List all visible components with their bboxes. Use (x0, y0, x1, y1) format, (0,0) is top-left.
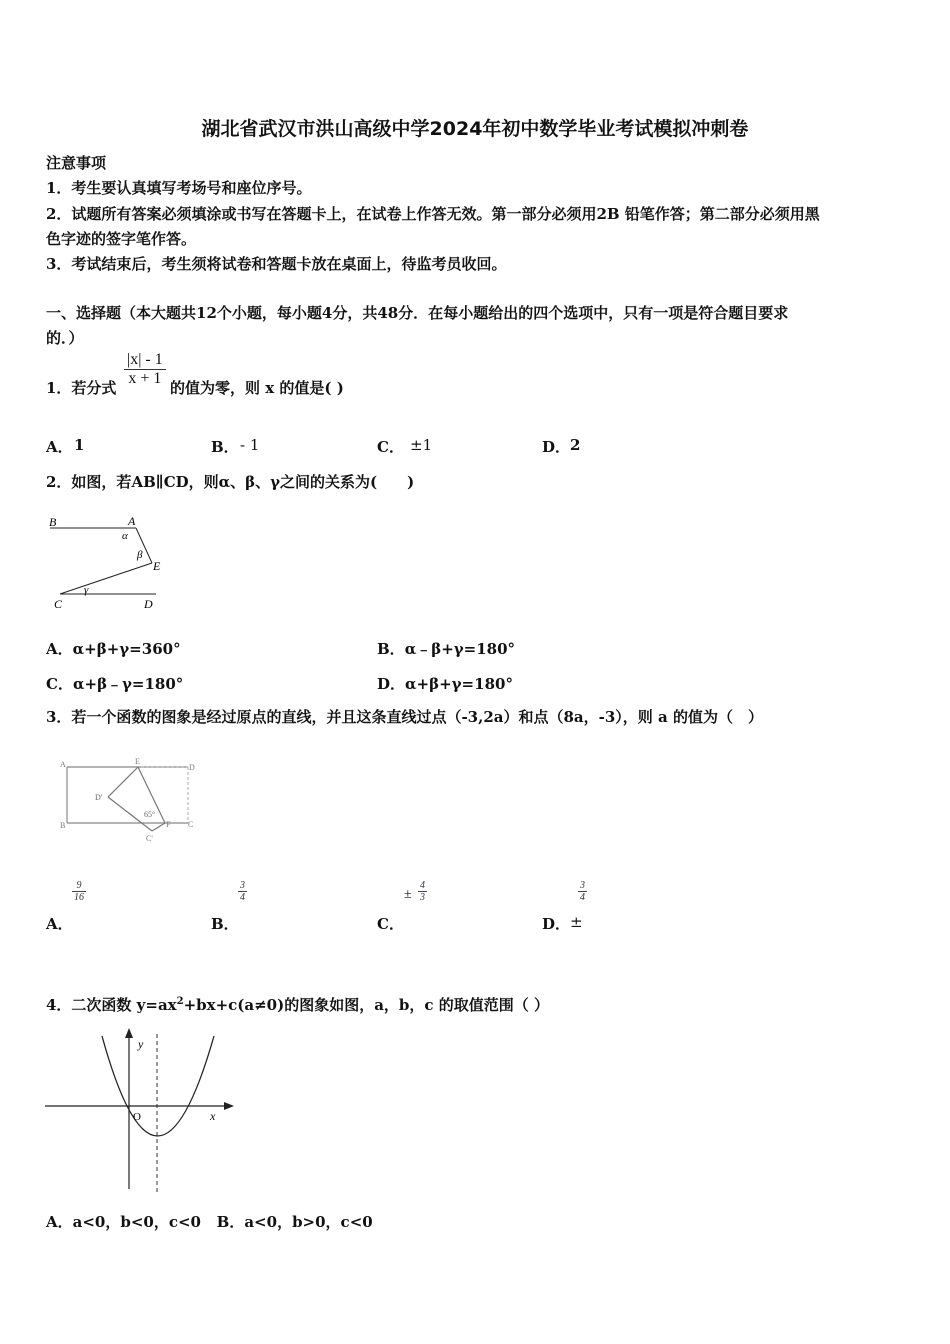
q3-option-c-fraction: $\frac{4}{3}$ (420, 880, 425, 903)
label-c-prime: C' (146, 834, 153, 843)
line-ec (60, 563, 152, 594)
q3-stem: 3．若一个函数的图象是经过原点的直线，并且这条直线过点（-3,2a）和点（8a，-3），则 a 的值为（ ） (46, 708, 763, 726)
label-beta: β (137, 549, 143, 561)
label-a: A (128, 514, 136, 528)
q1-option-a-value: 1 (74, 436, 85, 454)
q3-option-d-sign: ± (570, 913, 583, 931)
label-origin: O (133, 1111, 141, 1123)
parabola-curve (102, 1036, 214, 1136)
q3-option-c-sign: ± (404, 887, 412, 902)
q3-option-b-fraction: $\frac{3}{4}$ (240, 880, 245, 903)
label-e: E (135, 757, 140, 766)
q4-parabola-figure (40, 1026, 240, 1196)
page-title: 湖北省武汉市洪山高级中学2024年初中数学毕业考试模拟冲刺卷 (201, 118, 749, 140)
section-heading: 一、选择题（本大题共12个小题，每小题4分，共48分．在每小题给出的四个选项中，只有一项是符合题目要求 (46, 304, 789, 322)
q3-option-c-label: C． (377, 915, 404, 933)
notice-item: 2．试题所有答案必须填涂或书写在答题卡上，在试卷上作答无效。第一部分必须用2B 铅笔作答；第二部分必须用黑 (46, 205, 820, 223)
q3-option-a-fraction: $\frac{9}{16}$ (74, 880, 84, 903)
q1-frac-numerator: |x| - 1 (124, 351, 166, 370)
q2-option-d: D．α+β+γ=180° (377, 675, 513, 693)
q2-stem: 2．如图，若AB∥CD，则α、β、γ之间的关系为( ) (46, 473, 415, 491)
notice-item: 1．考生要认真填写考场号和座位序号。 (46, 179, 312, 197)
label-c: C (188, 820, 194, 829)
q4-options: A．a<0，b<0，c<0 B．a<0，b>0，c<0 (46, 1213, 373, 1231)
q4-stem: 4．二次函数 $y=ax^2+bx+c(a\ne 0)$的图象如图，a，b，c 的取值范围（ ） (46, 996, 549, 1014)
label-d: D (144, 597, 153, 611)
label-alpha: α (122, 530, 128, 542)
label-x: x (210, 1109, 216, 1123)
q2-parallel-lines-figure (40, 508, 180, 618)
label-e: E (153, 559, 161, 573)
q1-option-c-label: C． (377, 438, 404, 456)
q1-frac-denominator: x + 1 (128, 370, 162, 387)
label-d: D (189, 763, 195, 772)
q1-option-d-value: 2 (570, 436, 581, 454)
q1-suffix: 的值为零，则 x 的值是( ) (170, 379, 344, 397)
q3-option-a-label: A． (46, 915, 73, 933)
notice-item: 色字迹的签字笔作答。 (46, 230, 197, 248)
label-angle: 65° (144, 810, 156, 819)
y-axis-arrow (125, 1028, 133, 1038)
q1-prefix: 1．若分式 (46, 379, 117, 397)
q1-option-c-value: ±1 (410, 436, 433, 454)
q1-fraction (124, 351, 166, 388)
q1-option-d-label: D． (542, 438, 571, 456)
q3-option-b-label: B． (211, 915, 239, 933)
q1-option-a-label: A． (46, 438, 73, 456)
q2-option-b: B．α﹣β+γ=180° (377, 640, 516, 658)
q3-option-d-fraction: $\frac{3}{4}$ (580, 880, 585, 903)
q2-option-c: C．α+β﹣γ=180° (46, 675, 184, 693)
q1-option-b-value: - 1 (240, 436, 260, 454)
q1-option-b-label: B． (211, 438, 239, 456)
q3-option-d-label: D． (542, 915, 571, 933)
x-axis-arrow (224, 1102, 234, 1110)
label-b: B (49, 515, 57, 529)
label-f: F (166, 820, 171, 829)
label-b: B (60, 821, 66, 830)
label-d-prime: D' (95, 793, 103, 802)
label-a: A (60, 760, 66, 769)
label-y: y (138, 1037, 144, 1051)
label-gamma: γ (84, 584, 89, 596)
section-heading-cont: 的．） (46, 329, 84, 347)
label-c: C (54, 597, 63, 611)
q3-folded-rectangle-figure (55, 755, 205, 847)
notice-heading: 注意事项 (46, 154, 107, 172)
notice-item: 3．考试结束后，考生须将试卷和答题卡放在桌面上，待监考员收回。 (46, 255, 507, 273)
q2-option-a: A．α+β+γ=360° (46, 640, 181, 658)
